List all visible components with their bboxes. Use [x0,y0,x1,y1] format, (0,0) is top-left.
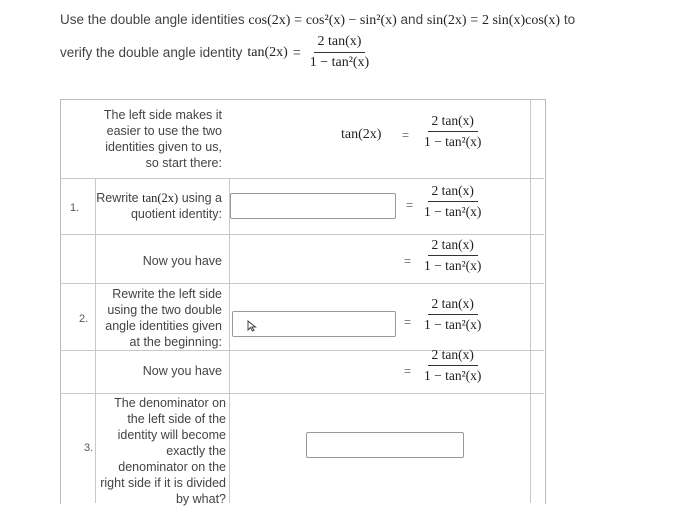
row3-equals: = [404,315,412,329]
and-text: and [400,12,424,27]
step-number-2: 2. [79,313,89,325]
step1-text-suffix: using a quotient identity: [130,191,222,221]
fraction-denominator: 1 − tan²(x) [309,55,370,70]
step-number-3: 3. [84,442,94,454]
row4-equals: = [404,364,412,378]
text-column-divider [229,178,230,503]
row3-fraction [420,296,485,333]
row-divider [60,283,544,284]
row-divider [60,234,544,235]
fraction-numerator: 2 tan(x) [428,183,478,202]
row1-equals: = [406,198,414,212]
intro-line-1 [60,12,575,29]
now-you-have-label: Now you have [142,364,222,378]
step1-text-prefix: Rewrite [96,191,139,205]
step3-text: The denominator on the left side of the identity will become exactly the denominator on the right side if it is divided by what? [100,396,226,506]
fraction-denominator: 1 − tan²(x) [424,204,482,219]
fraction-denominator: 1 − tan²(x) [424,134,482,149]
to-text: to [563,12,576,27]
row2-fraction [420,237,485,274]
intro-line2-prefix: verify the double angle identity [60,45,243,60]
fraction-numerator: 2 tan(x) [428,347,478,366]
sin-double-angle-lhs: sin(2x) [426,13,467,28]
intro-step-text: The left side makes it easier to use the two identities given to us, so start there: [103,108,222,170]
row0-fraction [420,113,485,150]
cos-double-angle-lhs: cos(2x) [248,13,291,28]
sin-double-angle-rhs: 2 sin(x)cos(x) [481,13,561,28]
now-you-have-label: Now you have [142,254,222,268]
row0-equals: = [402,128,410,142]
row2-equals: = [404,254,412,268]
row-divider [60,178,544,179]
tan-identity-fraction [306,34,374,71]
step1-answer-input[interactable] [230,193,396,219]
right-column-divider [530,99,531,503]
row-divider [60,393,544,394]
row0-lhs: tan(2x) [341,127,382,142]
equals-sign: = [470,12,479,27]
tan-double-angle-lhs: tan(2x) [247,44,288,60]
fraction-numerator: 2 tan(x) [428,113,478,132]
fraction-denominator: 1 − tan²(x) [424,317,482,332]
row1-fraction [420,183,485,220]
intro-line-2 [60,34,373,71]
fraction-denominator: 1 − tan²(x) [424,368,482,383]
equals-sign: = [292,45,301,60]
equals-sign: = [294,12,303,27]
step3-answer-input[interactable] [306,432,464,458]
step1-text [96,190,222,222]
step2-text: Rewrite the left side using the two double angle identities given at the beginning: [105,287,222,349]
cos-double-angle-rhs: cos²(x) − sin²(x) [305,13,397,28]
step1-text-math: tan(2x) [142,191,179,205]
fraction-numerator: 2 tan(x) [428,237,478,256]
fraction-numerator: 2 tan(x) [314,34,366,53]
row4-fraction [420,347,485,384]
fraction-numerator: 2 tan(x) [428,296,478,315]
step-number-1: 1. [70,202,80,214]
intro-prefix: Use the double angle identities [60,12,245,27]
mouse-cursor-icon [247,319,259,331]
fraction-denominator: 1 − tan²(x) [424,258,482,273]
